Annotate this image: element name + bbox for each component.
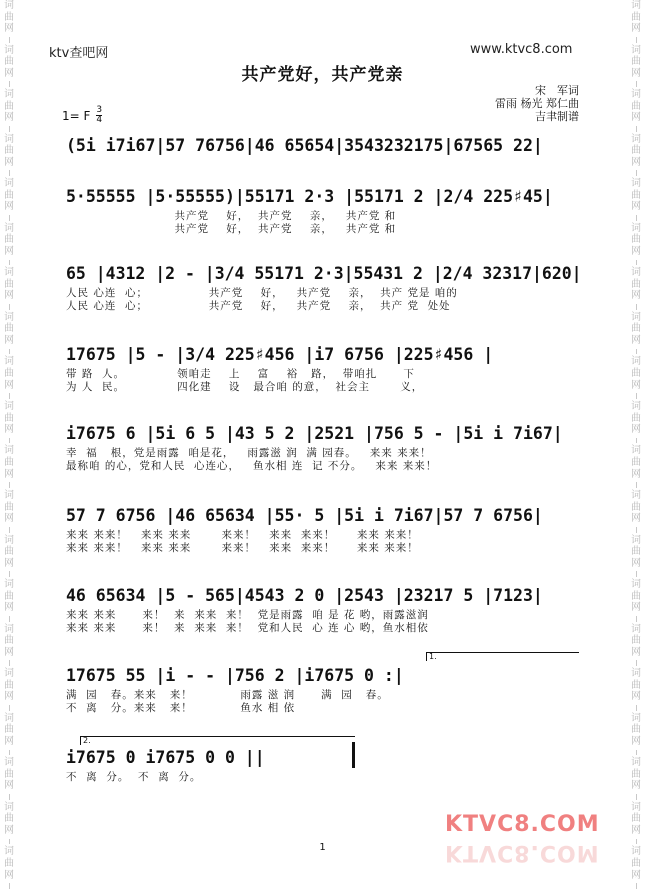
side-separator	[636, 260, 637, 266]
side-char: 网	[4, 67, 14, 79]
notation-line: i7675 0 i7675 0 0 ||	[66, 748, 265, 767]
side-separator	[636, 37, 637, 43]
side-separator	[9, 660, 10, 666]
side-char: 网	[631, 424, 641, 436]
song-title: 共产党好，共产党亲	[241, 65, 404, 85]
side-char: 词	[631, 133, 641, 145]
lyric-line: 为 人 民。 四化建 设 最合咱 的意， 社会主 义，	[66, 381, 424, 393]
side-char: 曲	[4, 323, 14, 335]
credits	[495, 84, 579, 123]
side-char: 曲	[631, 189, 641, 201]
side-char: 词	[631, 490, 641, 502]
side-char: 曲	[4, 56, 14, 68]
lyric-line: 最称咱 的心，党和人民 心连心， 鱼水相 连 记 不分。 来来 来来！	[66, 460, 438, 472]
volta-1: 1.	[426, 652, 579, 661]
side-char: 曲	[4, 457, 14, 469]
side-char: 网	[631, 691, 641, 703]
side-separator	[636, 883, 637, 889]
side-char: 网	[631, 513, 641, 525]
side-char: 词	[631, 757, 641, 769]
side-char: 词	[631, 534, 641, 546]
side-char: 曲	[4, 100, 14, 112]
side-char: 网	[4, 201, 14, 213]
side-char: 网	[4, 825, 14, 837]
notation-line: (5i i7i67|57 76756|46 65654|3543232175|67565 22|	[66, 136, 543, 155]
side-char: 网	[4, 602, 14, 614]
credit-composer: 雷雨 杨光 郑仁曲	[495, 97, 579, 110]
side-char: 词	[631, 0, 641, 11]
side-separator	[636, 215, 637, 221]
side-char: 词	[631, 801, 641, 813]
side-char: 词	[631, 311, 641, 323]
side-char: 曲	[631, 679, 641, 691]
side-char: 词	[631, 356, 641, 368]
side-char: 网	[631, 201, 641, 213]
side-separator	[9, 794, 10, 800]
lyric-line: 来来 来来！ 来来 来来 来来！ 来来 来来！ 来来 来来！	[66, 529, 419, 541]
side-char: 词	[4, 178, 14, 190]
side-char: 词	[4, 44, 14, 56]
side-char: 曲	[4, 813, 14, 825]
side-char: 网	[631, 23, 641, 35]
lyric-line: 不 离 分。 不 离 分。	[66, 771, 202, 783]
page-number: 1	[319, 842, 326, 853]
side-char: 曲	[4, 501, 14, 513]
side-char: 词	[631, 222, 641, 234]
side-char: 词	[631, 445, 641, 457]
side-char: 词	[4, 133, 14, 145]
side-char: 词	[631, 267, 641, 279]
side-char: 曲	[4, 679, 14, 691]
side-watermark-right	[628, 0, 644, 891]
side-char: 词	[4, 222, 14, 234]
side-separator	[9, 438, 10, 444]
side-separator	[636, 660, 637, 666]
key-signature	[62, 106, 102, 125]
side-char: 网	[631, 335, 641, 347]
credit-transcriber: 吉聿制谱	[535, 110, 579, 123]
side-separator	[636, 616, 637, 622]
time-top: 3	[96, 105, 103, 115]
side-char: 曲	[631, 635, 641, 647]
side-char: 词	[4, 846, 14, 858]
score-system	[66, 666, 582, 715]
side-char: 网	[4, 780, 14, 792]
side-char: 词	[4, 356, 14, 368]
side-char: 词	[4, 400, 14, 412]
side-char: 曲	[631, 234, 641, 246]
side-char: 曲	[631, 100, 641, 112]
side-separator	[9, 37, 10, 43]
lyric-line: 共产党 好， 共产党 亲， 共产党 和	[66, 223, 397, 235]
lyric-line: 来来 来来！ 来来 来来 来来！ 来来 来来！ 来来 来来！	[66, 542, 419, 554]
side-char: 词	[4, 579, 14, 591]
side-separator	[636, 393, 637, 399]
lyric-line: 带 路 人。 领咱走 上 富 裕 路， 带咱扎 下	[66, 368, 415, 380]
notation-line: i7675 6 |5i 6 5 |43 5 2 |2521 |756 5 - |5i i 7i67|	[66, 424, 563, 443]
lyric-line: 来来 来来 来！ 来 来来 来！ 党和人民 心 连 心 哟，鱼水相依	[66, 622, 429, 634]
side-char: 曲	[4, 11, 14, 23]
side-char: 网	[4, 513, 14, 525]
watermark-reflection: KTVC8.COM	[445, 840, 600, 865]
side-char: 曲	[631, 768, 641, 780]
side-char: 网	[4, 245, 14, 257]
notation-line: 46 65634 |5 - 565|4543 2 0 |2543 |23217 5 |7123|	[66, 586, 543, 605]
score-system	[66, 424, 582, 473]
side-char: 词	[4, 757, 14, 769]
side-separator	[9, 260, 10, 266]
side-char: 曲	[4, 546, 14, 558]
side-char: 曲	[631, 857, 641, 869]
side-char: 曲	[631, 724, 641, 736]
side-char: 曲	[4, 234, 14, 246]
credit-lyricist: 宋 军词	[535, 84, 579, 97]
side-char: 网	[631, 67, 641, 79]
side-char: 网	[4, 112, 14, 124]
side-char: 网	[4, 869, 14, 881]
side-char: 词	[4, 623, 14, 635]
score-system	[66, 748, 582, 784]
score-system	[66, 264, 582, 313]
side-char: 曲	[4, 590, 14, 602]
side-char: 网	[4, 424, 14, 436]
side-char: 网	[631, 245, 641, 257]
watermark-logo: KTVC8.COM	[445, 812, 600, 837]
side-char: 曲	[4, 145, 14, 157]
side-char: 词	[4, 490, 14, 502]
final-barline	[352, 742, 355, 768]
side-char: 词	[631, 668, 641, 680]
side-char: 曲	[4, 412, 14, 424]
side-char: 曲	[4, 768, 14, 780]
lyric-line: 共产党 好， 共产党 亲， 共产党 和	[66, 210, 397, 222]
side-watermark-left	[1, 0, 17, 891]
side-char: 曲	[4, 635, 14, 647]
side-char: 词	[631, 400, 641, 412]
side-char: 曲	[631, 367, 641, 379]
side-separator	[9, 170, 10, 176]
side-char: 网	[631, 780, 641, 792]
site-name: ktv查吧网	[49, 46, 109, 61]
side-char: 曲	[631, 11, 641, 23]
side-separator	[636, 170, 637, 176]
side-char: 曲	[4, 367, 14, 379]
side-char: 网	[4, 735, 14, 747]
side-char: 网	[631, 290, 641, 302]
side-separator	[9, 750, 10, 756]
side-char: 词	[631, 178, 641, 190]
side-char: 网	[631, 646, 641, 658]
side-separator	[9, 349, 10, 355]
side-separator	[9, 482, 10, 488]
side-char: 词	[4, 89, 14, 101]
side-separator	[636, 705, 637, 711]
side-separator	[9, 527, 10, 533]
side-separator	[636, 304, 637, 310]
time-bottom: 4	[96, 115, 103, 125]
side-separator	[9, 883, 10, 889]
side-separator	[9, 616, 10, 622]
side-separator	[9, 571, 10, 577]
side-char: 网	[4, 290, 14, 302]
time-signature	[96, 106, 102, 125]
score-system	[66, 506, 582, 555]
side-char: 网	[4, 468, 14, 480]
side-char: 词	[631, 846, 641, 858]
side-separator	[636, 750, 637, 756]
side-char: 曲	[631, 56, 641, 68]
side-char: 词	[4, 0, 14, 11]
volta-2: 2.	[80, 736, 355, 745]
side-char: 曲	[631, 278, 641, 290]
side-char: 曲	[631, 546, 641, 558]
side-char: 曲	[4, 189, 14, 201]
side-char: 曲	[631, 590, 641, 602]
side-char: 网	[631, 735, 641, 747]
side-char: 词	[4, 668, 14, 680]
side-separator	[9, 215, 10, 221]
side-char: 网	[4, 557, 14, 569]
side-char: 词	[631, 712, 641, 724]
score-system	[66, 136, 582, 159]
key-label: 1= F	[62, 108, 91, 123]
side-char: 网	[631, 379, 641, 391]
side-separator	[636, 527, 637, 533]
notation-line: 65 |4312 |2 - |3/4 55171 2·3|55431 2 |2/4 32317|620|	[66, 264, 582, 283]
side-char: 网	[631, 112, 641, 124]
side-separator	[636, 482, 637, 488]
side-separator	[9, 126, 10, 132]
side-char: 词	[4, 712, 14, 724]
side-char: 曲	[4, 724, 14, 736]
site-url: www.ktvc8.com	[470, 42, 573, 57]
side-char: 网	[4, 335, 14, 347]
side-separator	[636, 438, 637, 444]
lyric-line: 人民 心连 心； 共产党 好， 共产党 亲， 共产 党是 咱的	[66, 287, 458, 299]
side-char: 网	[631, 156, 641, 168]
side-separator	[9, 705, 10, 711]
side-separator	[9, 393, 10, 399]
side-char: 曲	[4, 857, 14, 869]
side-char: 词	[631, 623, 641, 635]
side-char: 词	[631, 44, 641, 56]
side-char: 曲	[631, 813, 641, 825]
score-system	[66, 187, 582, 236]
notation-line: 5·55555 |5·55555)|55171 2·3 |55171 2 |2/4 225♯45|	[66, 187, 553, 206]
notation-line: 17675 |5 - |3/4 225♯456 |i7 6756 |225♯456 |	[66, 345, 494, 364]
lyric-line: 幸 福 根，党是雨露 咱是花， 雨露滋 润 满 园春。 来来 来来！	[66, 447, 432, 459]
lyric-line: 不 离 分。来来 来！ 鱼水 相 依	[66, 702, 296, 714]
side-separator	[636, 349, 637, 355]
side-char: 词	[4, 311, 14, 323]
side-char: 网	[631, 557, 641, 569]
side-char: 网	[631, 825, 641, 837]
side-char: 曲	[631, 457, 641, 469]
side-char: 词	[4, 267, 14, 279]
notation-line: 57 7 6756 |46 65634 |55· 5 |5i i 7i67|57 7 6756|	[66, 506, 543, 525]
side-char: 曲	[631, 323, 641, 335]
side-separator	[636, 794, 637, 800]
lyric-line: 满 园 春。来来 来！ 雨露 滋 润 满 园 春。	[66, 689, 389, 701]
side-separator	[9, 304, 10, 310]
side-char: 曲	[4, 278, 14, 290]
side-char: 网	[4, 379, 14, 391]
side-char: 词	[631, 579, 641, 591]
lyric-line: 来来 来来 来！ 来 来来 来！ 党是雨露 咱 是 花 哟，雨露滋润	[66, 609, 429, 621]
side-char: 网	[4, 691, 14, 703]
side-char: 曲	[631, 145, 641, 157]
side-char: 曲	[631, 501, 641, 513]
side-char: 网	[631, 869, 641, 881]
side-char: 词	[4, 534, 14, 546]
score-system	[66, 586, 582, 635]
side-char: 曲	[631, 412, 641, 424]
score-system	[66, 345, 582, 394]
side-char: 网	[631, 468, 641, 480]
notation-line: 17675 55 |i - - |756 2 |i7675 0 :|	[66, 666, 404, 685]
side-char: 网	[4, 646, 14, 658]
lyric-line: 人民 心连 心； 共产党 好， 共产党 亲， 共产 党 处处	[66, 300, 451, 312]
side-char: 网	[4, 23, 14, 35]
side-separator	[636, 126, 637, 132]
side-separator	[636, 571, 637, 577]
side-char: 词	[4, 801, 14, 813]
side-char: 词	[4, 445, 14, 457]
side-char: 词	[631, 89, 641, 101]
side-char: 网	[631, 602, 641, 614]
side-char: 网	[4, 156, 14, 168]
